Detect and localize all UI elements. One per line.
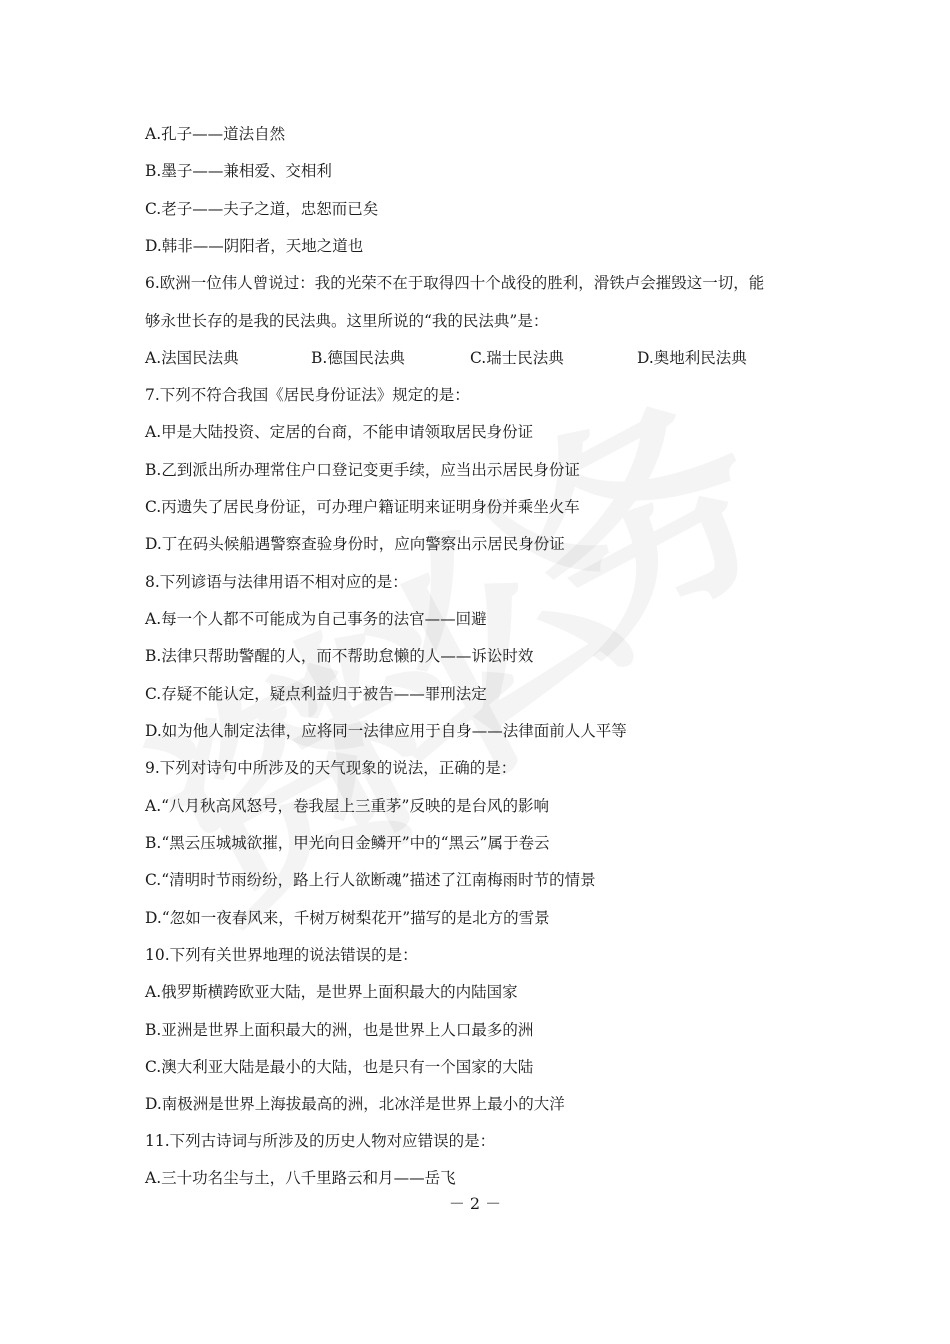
q7-option-c: C.丙遗失了居民身份证，可办理户籍证明来证明身份并乘坐火车 [145,498,580,516]
q10-option-d: D.南极洲是世界上海拔最高的洲，北冰洋是世界上最小的大洋 [145,1095,565,1113]
q8-option-c: C.存疑不能认定，疑点利益归于被告——罪刑法定 [145,685,487,703]
q10-stem: 10.下列有关世界地理的说法错误的是： [145,946,418,964]
q5-option-b: B.墨子——兼相爱、交相利 [145,162,332,180]
q5-option-d: D.韩非——阴阳者，天地之道也 [145,237,364,255]
q6-option-d: D.奥地利民法典 [637,349,747,367]
q6-stem-line2: 够永世长存的是我的民法典。这里所说的“我的民法典”是： [145,312,549,330]
q6-option-a: A.法国民法典 [145,349,239,367]
q8-option-d: D.如为他人制定法律，应将同一法律应用于自身——法律面前人人平等 [145,722,627,740]
q8-stem: 8.下列谚语与法律用语不相对应的是： [145,573,408,591]
q5-option-a: A.孔子——道法自然 [145,125,286,143]
q11-stem: 11.下列古诗词与所涉及的历史人物对应错误的是： [145,1132,496,1150]
watermark-char [249,559,560,870]
q8-option-a: A.每一个人都不可能成为自己事务的法官——回避 [145,610,487,628]
q7-stem: 7.下列不符合我国《居民身份证法》规定的是： [145,386,470,404]
q7-option-d: D.丁在码头候船遇警察查验身份时，应向警察出示居民身份证 [145,535,565,553]
q11-option-a: A.三十功名尘与土，八千里路云和月——岳飞 [145,1169,456,1187]
watermark-char [489,369,800,680]
q6-option-b: B.德国民法典 [311,349,405,367]
q9-option-c: C.“清明时节雨纷纷，路上行人欲断魂”描述了江南梅雨时节的情景 [145,871,596,889]
q10-option-c: C.澳大利亚大陆是最小的大陆，也是只有一个国家的大陆 [145,1058,534,1076]
q6-stem-line1: 6.欧洲一位伟人曾说过：我的光荣不在于取得四十个战役的胜利，滑铁卢会摧毁这一切，能 [145,274,765,292]
q5-option-c: C.老子——夫子之道，忠恕而已矣 [145,200,379,218]
q9-option-a: A.“八月秋高风怒号，卷我屋上三重茅”反映的是台风的影响 [145,797,549,815]
q8-option-b: B.法律只帮助警醒的人，而不帮助怠懒的人——诉讼时效 [145,647,534,665]
q9-option-b: B.“黑云压城城欲摧，甲光向日金鳞开”中的“黑云”属于卷云 [145,834,550,852]
page-number: － 2 － [448,1194,502,1213]
q10-option-a: A.俄罗斯横跨欧亚大陆，是世界上面积最大的内陆国家 [145,983,518,1001]
q10-option-b: B.亚洲是世界上面积最大的洲，也是世界上人口最多的洲 [145,1021,534,1039]
q6-option-c: C.瑞士民法典 [470,349,564,367]
q7-option-a: A.甲是大陆投资、定居的台商，不能申请领取居民身份证 [145,423,534,441]
q9-stem: 9.下列对诗句中所涉及的天气现象的说法，正确的是： [145,759,517,777]
q7-option-b: B.乙到派出所办理常住户口登记变更手续，应当出示居民身份证 [145,461,580,479]
q9-option-d: D.“忽如一夜春风来，千树万树梨花开”描写的是北方的雪景 [145,909,550,927]
